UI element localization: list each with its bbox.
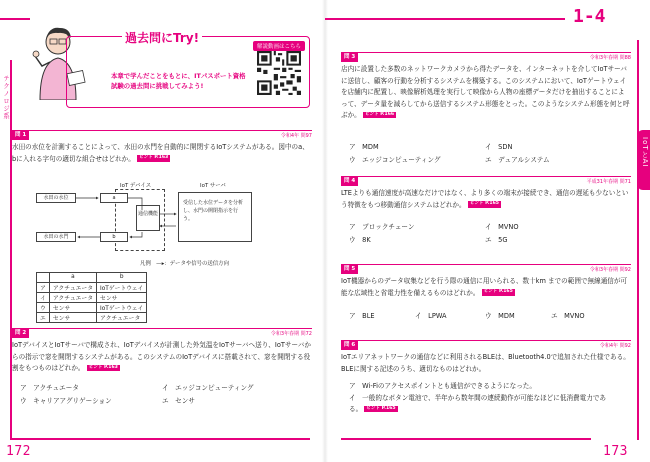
q5-option-u: ウ MDM (485, 312, 515, 320)
q5-option-a: ア BLE (349, 312, 375, 320)
q3-text-body: 店内に設置した多数のネットワークカメラから得たデータを、インターネットを介してIoTサーバに送信し、顧客の行動を分析するシステムを構築する。このシステムにおいて、IoTゲートウェイを店舗内に配置し、映像解析処理を実行して映像から人物の座標データだけを抽出することによって、データ量を減らしてから送信するシステム形態をとった。このようなシステム形態を何と呼ぶか。 (341, 65, 630, 119)
q5-hint: ヒント P.165 (483, 289, 513, 295)
table-row (37, 312, 147, 322)
q5-text-body: IoT機器からのデータ収集などを行う際の通信に用いられる、数十km までの範囲で無線通信が可能な広域性と省電力性を備えるものはどれか。 (341, 277, 628, 297)
table-cell: アクチュエータ (49, 292, 96, 302)
table-header: a (49, 273, 96, 283)
top-rule (325, 18, 565, 20)
q5-year: 令和3年春期 問92 (589, 267, 631, 273)
controller-box: 通信機能 (136, 205, 160, 231)
q6-badge: 問 6 (341, 340, 358, 350)
q2-year: 令和3年春期 問72 (270, 331, 312, 337)
q1-badge: 問 1 (12, 130, 29, 140)
table-cell: アクチュエータ (97, 312, 147, 322)
q2-option-u: ウ キャリアアグリゲーション (20, 397, 112, 405)
answer-table (36, 272, 147, 323)
table-cell: IoTゲートウェイ (97, 282, 147, 292)
q5-option-i: イ LPWA (415, 312, 447, 320)
table-row (37, 302, 147, 312)
q4-option-a: ア ブロックチェーン (349, 223, 415, 231)
side-rule (637, 40, 639, 420)
video-link[interactable]: 解説動画はこちら (253, 41, 305, 51)
table-cell: センサ (49, 312, 96, 322)
q5-text (341, 276, 631, 299)
q4-text (341, 188, 631, 211)
q2-badge: 問 2 (12, 328, 29, 338)
q1-header (12, 130, 312, 140)
q2-option-a: ア アクチュエータ (20, 384, 79, 392)
q4-option-e: エ 5G (485, 236, 508, 244)
q2-option-e: エ センサ (162, 397, 195, 405)
q3-badge: 問 3 (341, 52, 358, 62)
q4-hint: ヒント P.165 (469, 201, 499, 207)
q2-text (12, 340, 312, 375)
q1-text-body: 水田の水位を計測することによって、水田の水門を自動的に開閉するIoTシステムがある。図中のa、bに入れる字句の適切な組合せはどれか。 (12, 143, 309, 163)
table-header (37, 273, 50, 283)
section-number: 1-4 (573, 6, 606, 27)
top-rule (0, 18, 30, 20)
q3-year: 令和3年春期 問88 (589, 55, 631, 61)
q6-option-i (349, 393, 619, 415)
sensor-input-box: 水田の水位 (36, 193, 76, 203)
table-cell: センサ (49, 302, 96, 312)
q3-text (341, 64, 631, 122)
a-box: a (100, 193, 128, 203)
q4-header (341, 176, 631, 186)
table-cell: エ (37, 312, 50, 322)
q4-badge: 問 4 (341, 176, 358, 186)
q2-header (12, 328, 312, 338)
q3-option-a: ア MDM (349, 143, 379, 151)
q5-option-e: エ MVNO (551, 312, 585, 320)
table-header: b (97, 273, 147, 283)
footer-rule (341, 438, 591, 440)
table-row (37, 282, 147, 292)
q4-option-i: イ MVNO (485, 223, 519, 231)
banner (66, 31, 310, 108)
page-number-left: 172 (6, 444, 31, 459)
q6-option-a: ア Wi-Fiのアクセスポイントとも通信ができるようになった。 (349, 382, 536, 390)
q5-badge: 問 5 (341, 264, 358, 274)
q3-option-e: エ デュアルシステム (485, 156, 550, 164)
q6-year: 令和4年 問92 (599, 343, 631, 349)
q2-hint: ヒント P.163 (88, 364, 118, 370)
iot-server-label: IoT サーバ (200, 183, 226, 189)
q5-header (341, 264, 631, 274)
side-label: テクノロジ系 (2, 75, 10, 120)
side-label: IoTとAI (641, 137, 649, 168)
footer-rule-v (637, 420, 639, 440)
q6-hint: ヒント P.165 (366, 405, 396, 411)
table-cell: IoTゲートウェイ (97, 302, 147, 312)
table-cell: アクチュエータ (49, 282, 96, 292)
table-row (37, 292, 147, 302)
page-number-right: 173 (603, 444, 628, 459)
diagram-arrows (76, 196, 180, 240)
q4-text-body: LTEよりも通信速度が高速なだけではなく、より多くの端末が接続でき、通信の遅延も少ないという特徴をもつ移動通信システムはどれか。 (341, 189, 629, 209)
q3-option-u: ウ エッジコンピューティング (349, 156, 441, 164)
q6-option-i-text: イ 一般的なボタン電池で、半年から数年間の連続動作が可能なほどに低消費電力である。 (349, 394, 607, 413)
q4-option-u: ウ 8K (349, 236, 371, 244)
footer-rule (10, 438, 310, 440)
footer-rule-v (10, 420, 12, 438)
q2-text-body: IoTデバイスとIoTサーバで構成され、IoTデバイスが計測した外気温をIoTサーバへ送り、IoTサーバからの指示で窓を開閉するシステムがある。このシステムのIoTデバイスに搭載されて、窓を開閉する役割をもつものはどれか。 (12, 341, 311, 372)
iot-device-label: IoT デバイス (120, 183, 152, 189)
q2-option-i: イ エッジコンピューティング (162, 384, 254, 392)
banner-title: 過去問にTry! (122, 29, 202, 46)
gate-box: 水田の水門 (36, 232, 76, 242)
q3-option-i: イ SDN (485, 143, 513, 151)
q1-text (12, 142, 312, 165)
b-box: b (100, 232, 128, 242)
qr-code-icon[interactable] (257, 51, 301, 95)
table-cell: センサ (97, 292, 147, 302)
q3-header (341, 52, 631, 62)
q6-text: IoTエリアネットワークの通信などに利用されるBLEは、Bluetooth4.0で追加された仕様である。BLEに関する記述のうち、適切なものはどれか。 (341, 353, 630, 373)
table-cell: ウ (37, 302, 50, 312)
right-page (325, 0, 650, 462)
banner-intro: 本章で学んだことをもとに、ITパスポート資格試験の過去問に挑戦してみよう! (111, 72, 246, 90)
table-cell: ア (37, 282, 50, 292)
q3-hint: ヒント P.166 (364, 111, 395, 117)
q4-year: 平成31年春期 問71 (586, 179, 631, 185)
q6-header (341, 340, 631, 350)
q1-hint: ヒント P.163 (138, 155, 169, 161)
server-box: 受信した水位データを分析し、水門の開閉指示を行う。 (178, 192, 252, 242)
diagram-legend: 凡例 —▸：データや信号の送信方向 (140, 261, 229, 267)
q1-year: 令和4年 問97 (280, 133, 312, 139)
table-cell: イ (37, 292, 50, 302)
